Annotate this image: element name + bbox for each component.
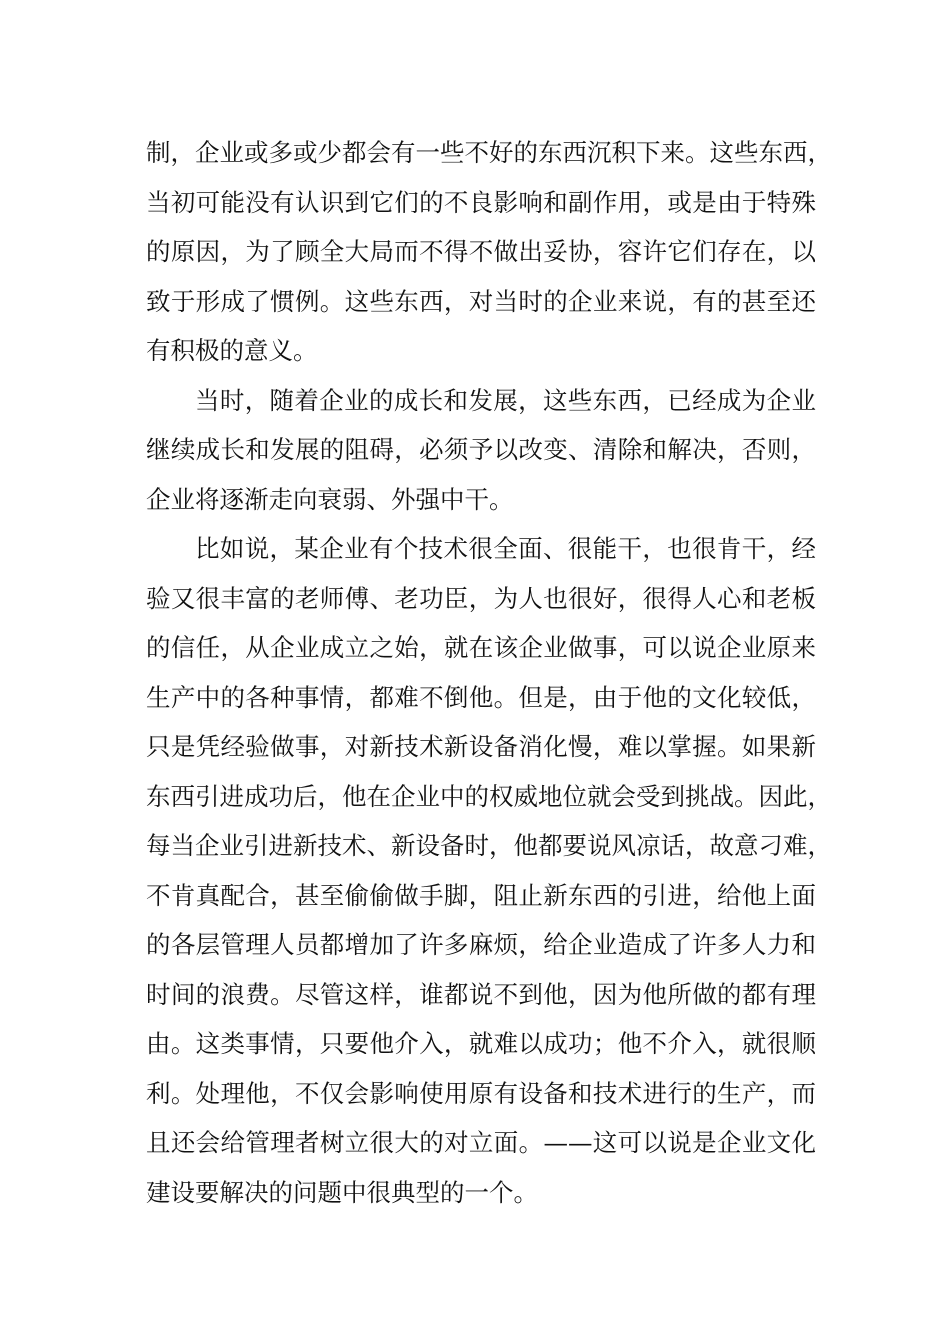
paragraph-3-line-4: 生产中的各种事情，都难不倒他。但是，由于他的文化较低， <box>146 682 816 712</box>
paragraph-3-line-10: 时间的浪费。尽管这样，谁都说不到他，因为他所做的都有理 <box>146 979 816 1009</box>
paragraph-3-line-11: 由。这类事情，只要他介入，就难以成功；他不介入，就很顺 <box>146 1029 816 1058</box>
paragraph-3-line-9: 的各层管理人员都增加了许多麻烦，给企业造成了许多人力和 <box>146 930 816 959</box>
paragraph-3-line-1: 比如说，某企业有个技术很全面、很能干，也很肯干，经 <box>195 534 816 563</box>
paragraph-3-line-7: 每当企业引进新技术、新设备时，他都要说风凉话，故意刁难， <box>146 831 832 860</box>
paragraph-3-line-3: 的信任，从企业成立之始，就在该企业做事，可以说企业原来 <box>146 633 816 662</box>
paragraph-1-line-3: 的原因，为了顾全大局而不得不做出妥协，容许它们存在，以 <box>146 237 816 266</box>
paragraph-1-line-2: 当初可能没有认识到它们的不良影响和副作用，或是由于特殊 <box>146 187 816 217</box>
paragraph-1-line-4: 致于形成了惯例。这些东西，对当时的企业来说，有的甚至还 <box>146 286 816 316</box>
paragraph-1-line-5: 有积极的意义。 <box>146 336 318 365</box>
body-text <box>146 128 832 1217</box>
paragraph-2-line-2: 继续成长和发展的阻碍，必须予以改变、清除和解决，否则， <box>146 435 816 464</box>
paragraph-3-line-12: 利。处理他，不仅会影响使用原有设备和技术进行的生产，而 <box>146 1078 816 1108</box>
paragraph-3-line-8: 不肯真配合，甚至偷偷做手脚，阻止新东西的引进，给他上面 <box>146 880 816 910</box>
paragraph-3-line-6: 东西引进成功后，他在企业中的权威地位就会受到挑战。因此， <box>146 781 832 811</box>
paragraph-3-line-5: 只是凭经验做事，对新技术新设备消化慢，难以掌握。如果新 <box>146 732 816 761</box>
paragraph-2-line-3: 企业将逐渐走向衰弱、外强中干。 <box>146 484 514 514</box>
paragraph-3-line-14: 建设要解决的问题中很典型的一个。 <box>146 1177 538 1207</box>
paragraph-3-line-13: 且还会给管理者树立很大的对立面。——这可以说是企业文化 <box>146 1128 816 1157</box>
paragraph-1-line-1: 制，企业或多或少都会有一些不好的东西沉积下来。这些东西， <box>146 138 832 167</box>
paragraph-2-line-1: 当时，随着企业的成长和发展，这些东西，已经成为企业 <box>195 385 816 415</box>
paragraph-3-line-2: 验又很丰富的老师傅、老功臣，为人也很好，很得人心和老板 <box>146 583 816 613</box>
